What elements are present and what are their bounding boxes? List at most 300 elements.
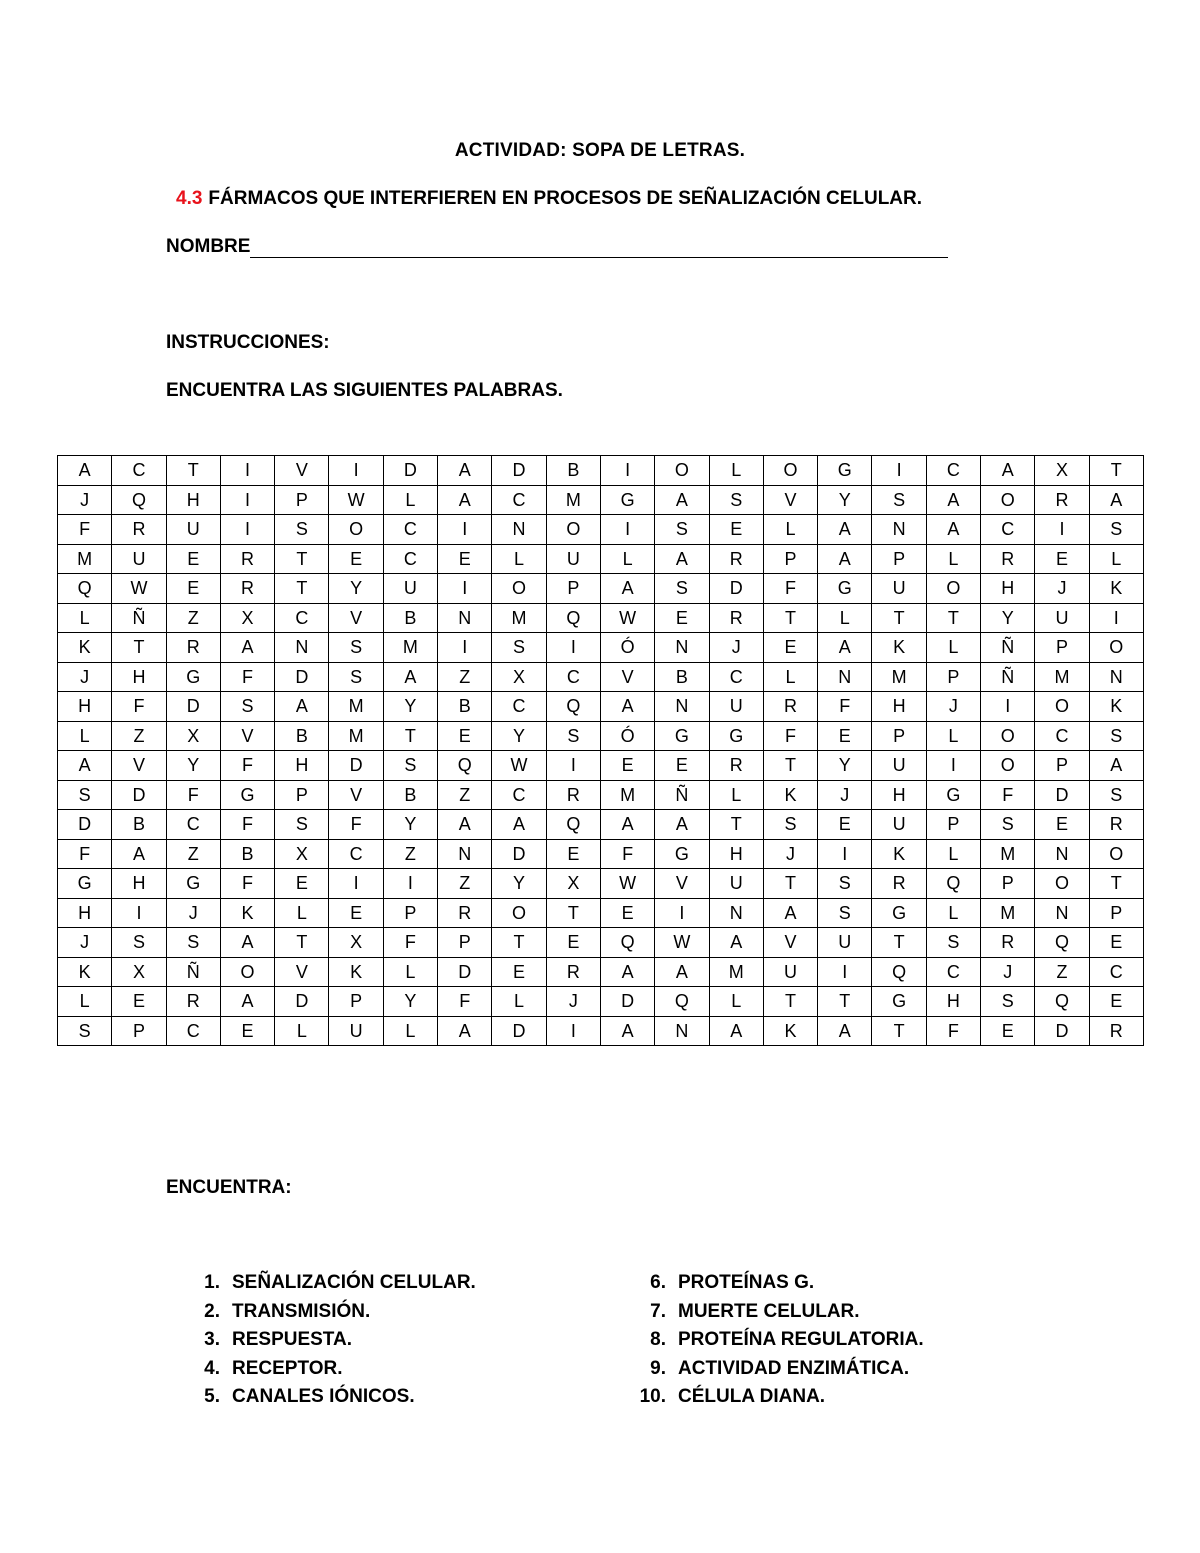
grid-cell[interactable]: F (112, 692, 166, 722)
grid-cell[interactable]: Z (383, 839, 437, 869)
grid-cell[interactable]: A (492, 810, 546, 840)
grid-cell[interactable]: A (709, 928, 763, 958)
grid-cell[interactable]: K (872, 839, 926, 869)
grid-cell[interactable]: B (383, 603, 437, 633)
grid-cell[interactable]: N (818, 662, 872, 692)
grid-cell[interactable]: K (1089, 574, 1143, 604)
grid-cell[interactable]: B (655, 662, 709, 692)
grid-cell[interactable]: A (600, 957, 654, 987)
grid-cell[interactable]: L (492, 544, 546, 574)
grid-cell[interactable]: T (763, 603, 817, 633)
grid-cell[interactable]: C (1089, 957, 1143, 987)
grid-cell[interactable]: G (220, 780, 274, 810)
grid-cell[interactable]: G (58, 869, 112, 899)
grid-cell[interactable]: V (275, 957, 329, 987)
grid-cell[interactable]: D (600, 987, 654, 1017)
grid-cell[interactable]: E (329, 898, 383, 928)
grid-cell[interactable]: Z (438, 869, 492, 899)
grid-cell[interactable]: A (655, 810, 709, 840)
grid-cell[interactable]: P (383, 898, 437, 928)
grid-cell[interactable]: R (709, 544, 763, 574)
grid-cell[interactable]: M (492, 603, 546, 633)
grid-cell[interactable]: J (58, 485, 112, 515)
grid-cell[interactable]: M (329, 692, 383, 722)
grid-cell[interactable]: C (546, 662, 600, 692)
grid-cell[interactable]: F (926, 1016, 980, 1046)
grid-cell[interactable]: V (112, 751, 166, 781)
grid-cell[interactable]: P (1035, 751, 1089, 781)
grid-cell[interactable]: M (600, 780, 654, 810)
grid-cell[interactable]: J (1035, 574, 1089, 604)
grid-cell[interactable]: B (438, 692, 492, 722)
grid-cell[interactable]: L (926, 544, 980, 574)
grid-cell[interactable]: B (220, 839, 274, 869)
grid-cell[interactable]: I (546, 751, 600, 781)
grid-cell[interactable]: E (1089, 987, 1143, 1017)
grid-cell[interactable]: O (1035, 869, 1089, 899)
grid-cell[interactable]: L (383, 1016, 437, 1046)
grid-cell[interactable]: O (329, 515, 383, 545)
grid-cell[interactable]: R (112, 515, 166, 545)
grid-cell[interactable]: L (926, 898, 980, 928)
grid-cell[interactable]: S (981, 810, 1035, 840)
grid-cell[interactable]: Z (166, 603, 220, 633)
grid-cell[interactable]: K (1089, 692, 1143, 722)
grid-cell[interactable]: D (112, 780, 166, 810)
grid-cell[interactable]: V (220, 721, 274, 751)
grid-cell[interactable]: F (329, 810, 383, 840)
grid-cell[interactable]: D (275, 987, 329, 1017)
grid-cell[interactable]: D (709, 574, 763, 604)
grid-cell[interactable]: X (112, 957, 166, 987)
grid-cell[interactable]: D (492, 456, 546, 486)
grid-cell[interactable]: S (872, 485, 926, 515)
grid-cell[interactable]: M (546, 485, 600, 515)
grid-cell[interactable]: A (438, 456, 492, 486)
grid-cell[interactable]: U (872, 574, 926, 604)
grid-cell[interactable]: O (1089, 839, 1143, 869)
grid-cell[interactable]: M (329, 721, 383, 751)
grid-cell[interactable]: U (709, 692, 763, 722)
grid-cell[interactable]: S (58, 780, 112, 810)
grid-cell[interactable]: C (329, 839, 383, 869)
grid-cell[interactable]: S (58, 1016, 112, 1046)
grid-cell[interactable]: P (275, 780, 329, 810)
grid-cell[interactable]: V (329, 603, 383, 633)
grid-cell[interactable]: I (1089, 603, 1143, 633)
grid-cell[interactable]: U (872, 751, 926, 781)
grid-cell[interactable]: R (1089, 810, 1143, 840)
grid-cell[interactable]: O (1035, 692, 1089, 722)
grid-cell[interactable]: H (58, 898, 112, 928)
grid-cell[interactable]: N (492, 515, 546, 545)
grid-cell[interactable]: J (818, 780, 872, 810)
grid-cell[interactable]: Q (1035, 928, 1089, 958)
grid-cell[interactable]: I (546, 1016, 600, 1046)
grid-cell[interactable]: W (112, 574, 166, 604)
grid-cell[interactable]: I (220, 456, 274, 486)
grid-cell[interactable]: E (655, 751, 709, 781)
grid-cell[interactable]: A (926, 515, 980, 545)
grid-cell[interactable]: P (981, 869, 1035, 899)
grid-cell[interactable]: E (818, 810, 872, 840)
grid-cell[interactable]: J (58, 662, 112, 692)
grid-cell[interactable]: L (600, 544, 654, 574)
grid-cell[interactable]: U (818, 928, 872, 958)
grid-cell[interactable]: P (1089, 898, 1143, 928)
grid-cell[interactable]: D (1035, 780, 1089, 810)
grid-cell[interactable]: T (872, 603, 926, 633)
grid-cell[interactable]: A (438, 485, 492, 515)
grid-cell[interactable]: J (763, 839, 817, 869)
grid-cell[interactable]: T (763, 869, 817, 899)
grid-cell[interactable]: A (818, 1016, 872, 1046)
grid-cell[interactable]: E (166, 574, 220, 604)
grid-cell[interactable]: L (58, 721, 112, 751)
grid-cell[interactable]: L (492, 987, 546, 1017)
grid-cell[interactable]: Q (546, 603, 600, 633)
grid-cell[interactable]: L (709, 456, 763, 486)
grid-cell[interactable]: D (438, 957, 492, 987)
grid-cell[interactable]: U (383, 574, 437, 604)
grid-cell[interactable]: Q (1035, 987, 1089, 1017)
grid-cell[interactable]: C (709, 662, 763, 692)
grid-cell[interactable]: K (329, 957, 383, 987)
grid-cell[interactable]: T (1089, 456, 1143, 486)
grid-cell[interactable]: U (1035, 603, 1089, 633)
grid-cell[interactable]: Y (383, 810, 437, 840)
grid-cell[interactable]: I (818, 957, 872, 987)
grid-cell[interactable]: I (220, 485, 274, 515)
grid-cell[interactable]: W (600, 603, 654, 633)
grid-cell[interactable]: X (220, 603, 274, 633)
grid-cell[interactable]: I (655, 898, 709, 928)
grid-cell[interactable]: C (926, 957, 980, 987)
grid-cell[interactable]: N (1035, 839, 1089, 869)
grid-cell[interactable]: L (275, 1016, 329, 1046)
grid-cell[interactable]: F (763, 574, 817, 604)
grid-cell[interactable]: U (546, 544, 600, 574)
grid-cell[interactable]: L (58, 987, 112, 1017)
grid-cell[interactable]: T (872, 1016, 926, 1046)
grid-cell[interactable]: D (329, 751, 383, 781)
grid-cell[interactable]: F (220, 869, 274, 899)
grid-cell[interactable]: L (275, 898, 329, 928)
grid-cell[interactable]: R (1089, 1016, 1143, 1046)
grid-cell[interactable]: R (1035, 485, 1089, 515)
grid-cell[interactable]: F (58, 839, 112, 869)
grid-cell[interactable]: J (546, 987, 600, 1017)
grid-cell[interactable]: V (655, 869, 709, 899)
grid-cell[interactable]: K (220, 898, 274, 928)
grid-cell[interactable]: A (600, 692, 654, 722)
grid-cell[interactable]: C (275, 603, 329, 633)
grid-cell[interactable]: I (220, 515, 274, 545)
grid-cell[interactable]: T (709, 810, 763, 840)
grid-cell[interactable]: E (220, 1016, 274, 1046)
grid-cell[interactable]: J (926, 692, 980, 722)
grid-cell[interactable]: R (981, 544, 1035, 574)
grid-cell[interactable]: H (981, 574, 1035, 604)
grid-cell[interactable]: V (275, 456, 329, 486)
grid-cell[interactable]: E (818, 721, 872, 751)
grid-cell[interactable]: M (58, 544, 112, 574)
grid-cell[interactable]: Ñ (166, 957, 220, 987)
grid-cell[interactable]: F (220, 810, 274, 840)
grid-cell[interactable]: R (220, 544, 274, 574)
grid-cell[interactable]: E (655, 603, 709, 633)
grid-cell[interactable]: F (220, 751, 274, 781)
grid-cell[interactable]: I (600, 456, 654, 486)
grid-cell[interactable]: R (546, 780, 600, 810)
grid-cell[interactable]: R (763, 692, 817, 722)
grid-cell[interactable]: A (709, 1016, 763, 1046)
grid-cell[interactable]: T (112, 633, 166, 663)
grid-cell[interactable]: T (546, 898, 600, 928)
grid-cell[interactable]: E (166, 544, 220, 574)
grid-cell[interactable]: X (492, 662, 546, 692)
grid-cell[interactable]: C (166, 810, 220, 840)
grid-cell[interactable]: A (600, 1016, 654, 1046)
grid-cell[interactable]: O (546, 515, 600, 545)
grid-cell[interactable]: S (926, 928, 980, 958)
grid-cell[interactable]: P (926, 810, 980, 840)
grid-cell[interactable]: A (438, 1016, 492, 1046)
grid-cell[interactable]: R (709, 751, 763, 781)
grid-cell[interactable]: U (709, 869, 763, 899)
grid-cell[interactable]: W (329, 485, 383, 515)
grid-cell[interactable]: M (383, 633, 437, 663)
grid-cell[interactable]: Ñ (981, 662, 1035, 692)
grid-cell[interactable]: R (166, 633, 220, 663)
grid-cell[interactable]: S (546, 721, 600, 751)
grid-cell[interactable]: K (763, 1016, 817, 1046)
grid-cell[interactable]: W (492, 751, 546, 781)
grid-cell[interactable]: K (763, 780, 817, 810)
grid-cell[interactable]: A (58, 456, 112, 486)
grid-cell[interactable]: Q (546, 810, 600, 840)
grid-cell[interactable]: Q (655, 987, 709, 1017)
grid-cell[interactable]: M (981, 898, 1035, 928)
grid-cell[interactable]: N (1089, 662, 1143, 692)
grid-cell[interactable]: L (818, 603, 872, 633)
grid-cell[interactable]: A (220, 928, 274, 958)
grid-cell[interactable]: D (492, 839, 546, 869)
grid-cell[interactable]: G (818, 574, 872, 604)
grid-cell[interactable]: H (926, 987, 980, 1017)
grid-cell[interactable]: L (383, 957, 437, 987)
grid-cell[interactable]: Z (1035, 957, 1089, 987)
grid-cell[interactable]: C (1035, 721, 1089, 751)
grid-cell[interactable]: O (981, 751, 1035, 781)
grid-cell[interactable]: B (275, 721, 329, 751)
grid-cell[interactable]: A (220, 987, 274, 1017)
grid-cell[interactable]: E (438, 544, 492, 574)
grid-cell[interactable]: A (275, 692, 329, 722)
grid-cell[interactable]: N (438, 603, 492, 633)
grid-cell[interactable]: S (166, 928, 220, 958)
grid-cell[interactable]: E (600, 751, 654, 781)
grid-cell[interactable]: S (1089, 721, 1143, 751)
grid-cell[interactable]: A (926, 485, 980, 515)
grid-cell[interactable]: X (546, 869, 600, 899)
grid-cell[interactable]: I (383, 869, 437, 899)
grid-cell[interactable]: P (112, 1016, 166, 1046)
grid-cell[interactable]: E (329, 544, 383, 574)
grid-cell[interactable]: A (383, 662, 437, 692)
grid-cell[interactable]: G (655, 839, 709, 869)
grid-cell[interactable]: P (926, 662, 980, 692)
grid-cell[interactable]: M (872, 662, 926, 692)
grid-cell[interactable]: S (275, 515, 329, 545)
grid-cell[interactable]: J (58, 928, 112, 958)
grid-cell[interactable]: D (383, 456, 437, 486)
grid-cell[interactable]: E (763, 633, 817, 663)
grid-cell[interactable]: Q (112, 485, 166, 515)
grid-cell[interactable]: E (1035, 544, 1089, 574)
grid-cell[interactable]: S (709, 485, 763, 515)
grid-cell[interactable]: K (58, 957, 112, 987)
grid-cell[interactable]: O (981, 485, 1035, 515)
grid-cell[interactable]: A (763, 898, 817, 928)
grid-cell[interactable]: Y (818, 751, 872, 781)
grid-cell[interactable]: C (492, 485, 546, 515)
grid-cell[interactable]: S (112, 928, 166, 958)
grid-cell[interactable]: I (438, 515, 492, 545)
grid-cell[interactable]: Z (112, 721, 166, 751)
grid-cell[interactable]: A (818, 515, 872, 545)
grid-cell[interactable]: J (981, 957, 1035, 987)
grid-cell[interactable]: L (763, 662, 817, 692)
grid-cell[interactable]: Ó (600, 633, 654, 663)
grid-cell[interactable]: S (383, 751, 437, 781)
grid-cell[interactable]: N (872, 515, 926, 545)
grid-cell[interactable]: Y (492, 721, 546, 751)
grid-cell[interactable]: A (220, 633, 274, 663)
grid-cell[interactable]: T (872, 928, 926, 958)
grid-cell[interactable]: A (818, 544, 872, 574)
grid-cell[interactable]: M (981, 839, 1035, 869)
grid-cell[interactable]: T (166, 456, 220, 486)
grid-cell[interactable]: D (1035, 1016, 1089, 1046)
grid-cell[interactable]: C (492, 692, 546, 722)
grid-cell[interactable]: T (275, 544, 329, 574)
grid-cell[interactable]: G (655, 721, 709, 751)
grid-cell[interactable]: E (981, 1016, 1035, 1046)
grid-cell[interactable]: O (655, 456, 709, 486)
grid-cell[interactable]: S (1089, 515, 1143, 545)
grid-cell[interactable]: F (981, 780, 1035, 810)
grid-cell[interactable]: E (709, 515, 763, 545)
grid-cell[interactable]: C (492, 780, 546, 810)
grid-cell[interactable]: N (1035, 898, 1089, 928)
grid-cell[interactable]: U (112, 544, 166, 574)
grid-cell[interactable]: D (58, 810, 112, 840)
grid-cell[interactable]: M (709, 957, 763, 987)
grid-cell[interactable]: F (763, 721, 817, 751)
grid-cell[interactable]: C (926, 456, 980, 486)
grid-cell[interactable]: E (112, 987, 166, 1017)
grid-cell[interactable]: D (492, 1016, 546, 1046)
grid-cell[interactable]: Q (58, 574, 112, 604)
grid-cell[interactable]: L (709, 780, 763, 810)
grid-cell[interactable]: R (220, 574, 274, 604)
grid-cell[interactable]: E (438, 721, 492, 751)
grid-cell[interactable]: E (600, 898, 654, 928)
grid-cell[interactable]: Q (926, 869, 980, 899)
grid-cell[interactable]: S (981, 987, 1035, 1017)
grid-cell[interactable]: Ó (600, 721, 654, 751)
grid-cell[interactable]: B (546, 456, 600, 486)
grid-cell[interactable]: O (220, 957, 274, 987)
grid-cell[interactable]: T (275, 928, 329, 958)
grid-cell[interactable]: L (58, 603, 112, 633)
grid-cell[interactable]: S (1089, 780, 1143, 810)
grid-cell[interactable]: H (112, 662, 166, 692)
name-blank-line[interactable] (250, 237, 948, 258)
grid-cell[interactable]: O (763, 456, 817, 486)
grid-cell[interactable]: A (981, 456, 1035, 486)
grid-cell[interactable]: Q (872, 957, 926, 987)
grid-cell[interactable]: R (981, 928, 1035, 958)
grid-cell[interactable]: N (709, 898, 763, 928)
grid-cell[interactable]: T (818, 987, 872, 1017)
grid-cell[interactable]: I (600, 515, 654, 545)
grid-cell[interactable]: A (112, 839, 166, 869)
grid-cell[interactable]: T (763, 987, 817, 1017)
grid-cell[interactable]: T (275, 574, 329, 604)
grid-cell[interactable]: P (763, 544, 817, 574)
grid-cell[interactable]: E (1089, 928, 1143, 958)
grid-cell[interactable]: T (492, 928, 546, 958)
grid-cell[interactable]: Y (818, 485, 872, 515)
grid-cell[interactable]: R (438, 898, 492, 928)
grid-cell[interactable]: R (546, 957, 600, 987)
grid-cell[interactable]: L (926, 721, 980, 751)
grid-cell[interactable]: G (818, 456, 872, 486)
grid-cell[interactable]: D (166, 692, 220, 722)
grid-cell[interactable]: A (1089, 751, 1143, 781)
grid-cell[interactable]: E (275, 869, 329, 899)
grid-cell[interactable]: Ñ (981, 633, 1035, 663)
grid-cell[interactable]: O (492, 574, 546, 604)
grid-cell[interactable]: X (166, 721, 220, 751)
grid-cell[interactable]: T (926, 603, 980, 633)
grid-cell[interactable]: L (763, 515, 817, 545)
grid-cell[interactable]: P (872, 721, 926, 751)
grid-cell[interactable]: I (438, 574, 492, 604)
grid-cell[interactable]: T (1089, 869, 1143, 899)
grid-cell[interactable]: P (275, 485, 329, 515)
grid-cell[interactable]: Y (383, 692, 437, 722)
grid-cell[interactable]: Q (438, 751, 492, 781)
grid-cell[interactable]: Z (438, 780, 492, 810)
grid-cell[interactable]: U (166, 515, 220, 545)
grid-cell[interactable]: O (926, 574, 980, 604)
grid-cell[interactable]: X (329, 928, 383, 958)
grid-cell[interactable]: G (600, 485, 654, 515)
grid-cell[interactable]: N (655, 633, 709, 663)
grid-cell[interactable]: G (166, 662, 220, 692)
grid-cell[interactable]: O (492, 898, 546, 928)
grid-cell[interactable]: N (275, 633, 329, 663)
grid-cell[interactable]: C (383, 544, 437, 574)
grid-cell[interactable]: I (329, 869, 383, 899)
grid-cell[interactable]: L (383, 485, 437, 515)
grid-cell[interactable]: G (709, 721, 763, 751)
grid-cell[interactable]: A (58, 751, 112, 781)
grid-cell[interactable]: O (981, 721, 1035, 751)
